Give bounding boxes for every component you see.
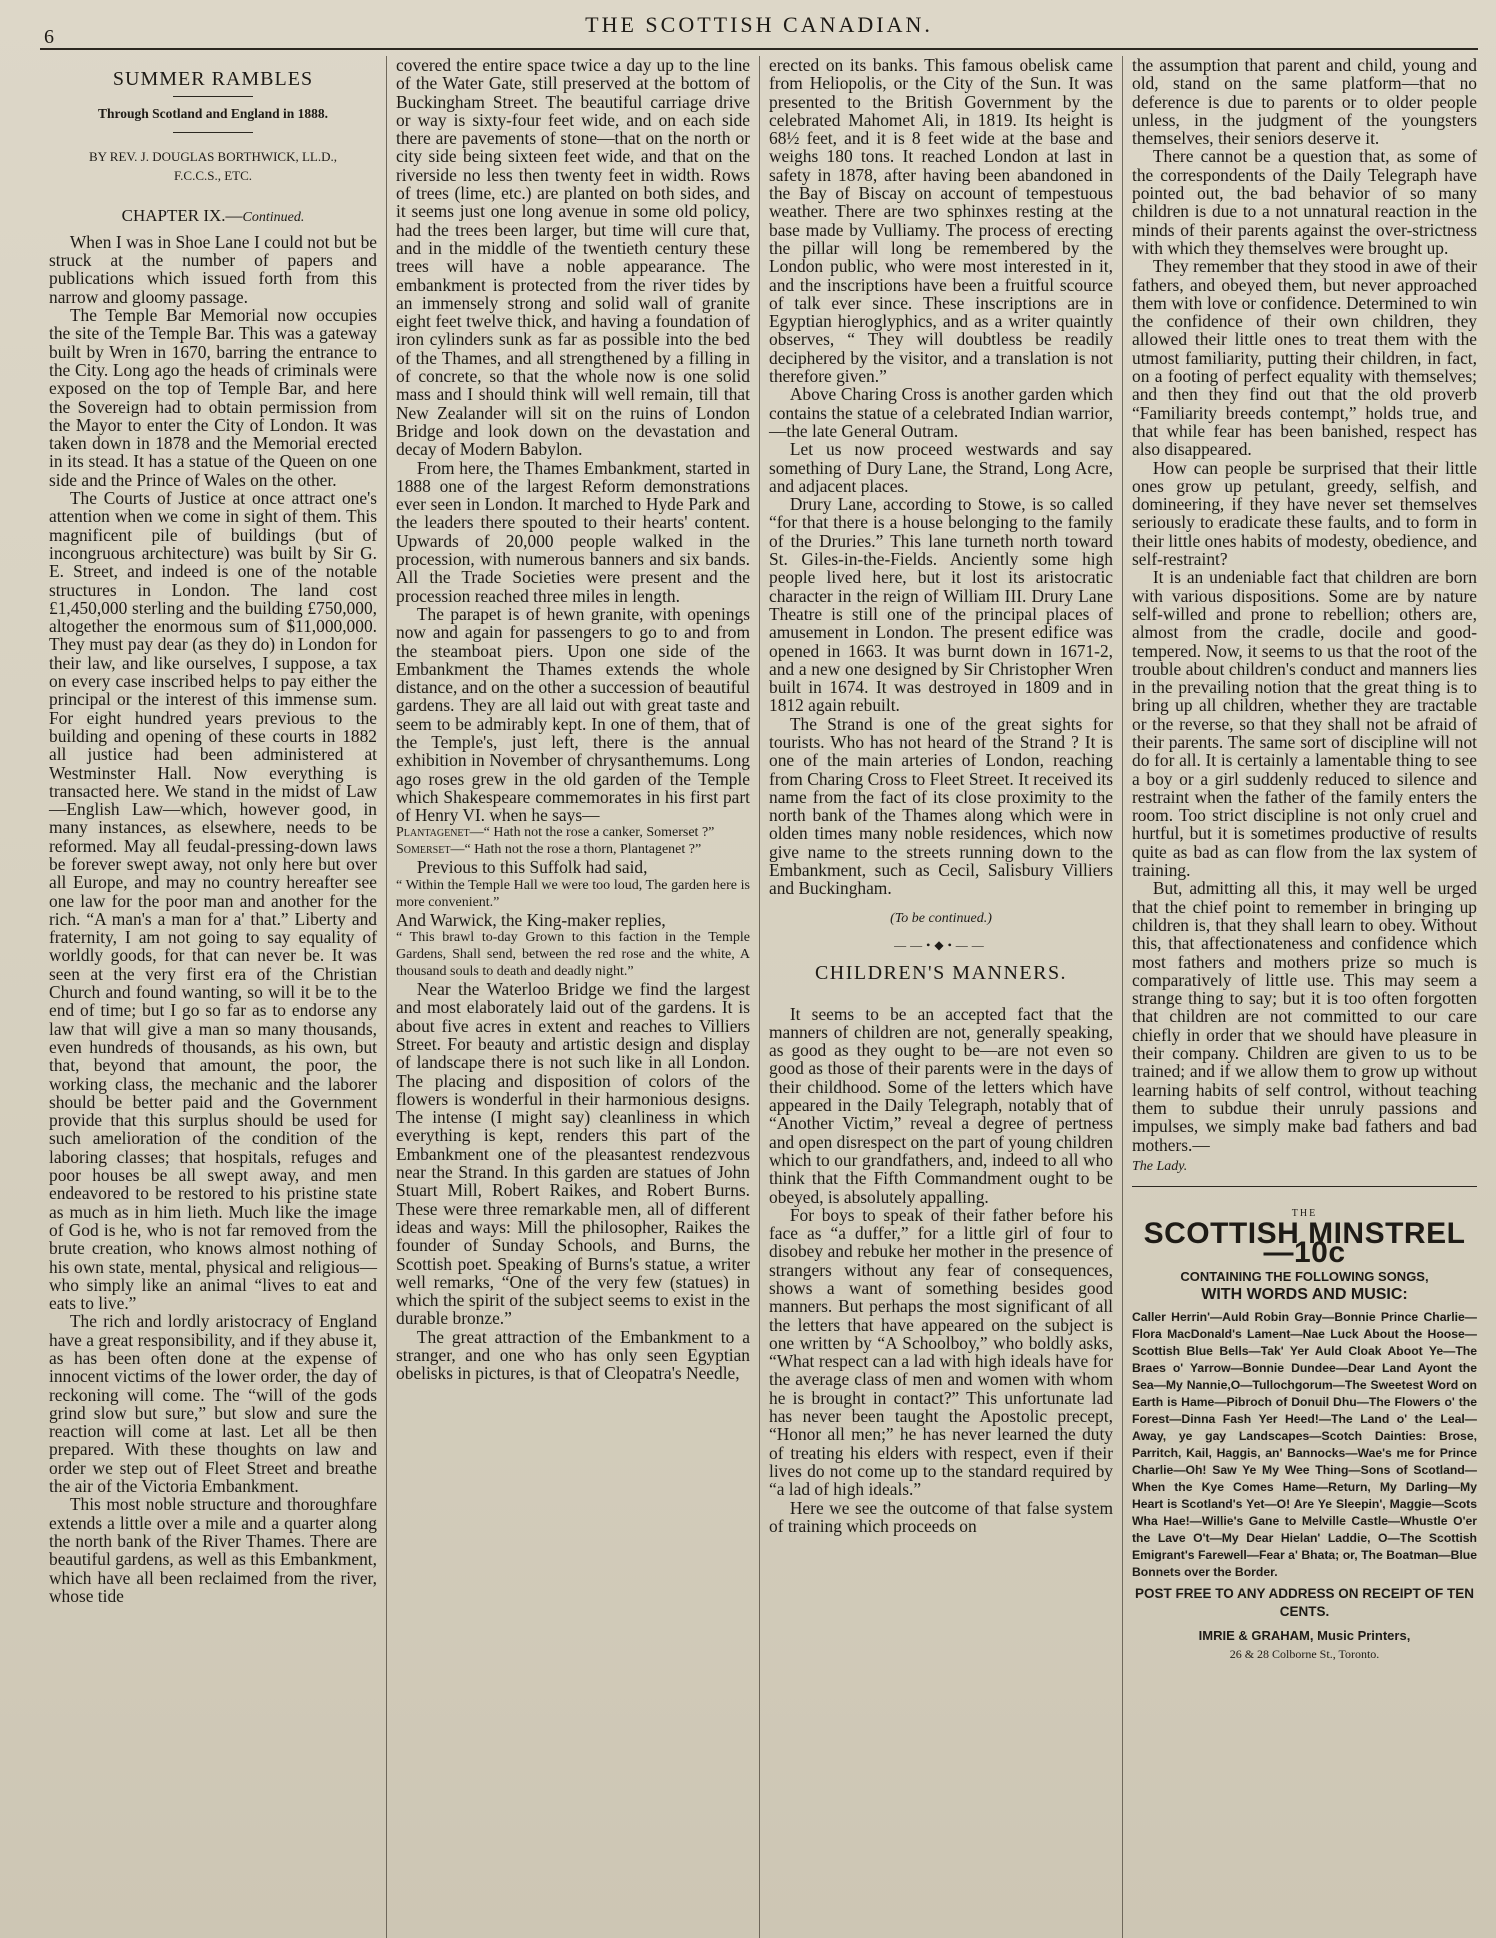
column-4 — [1123, 56, 1486, 1938]
paragraph: Let us now proceed westwards and say something of Dury Lane, the Strand, Long Acre, and adjacent places. — [769, 439, 1113, 496]
paragraph: The Strand is one of the great sights for tourists. Who has not heard of the Strand ? It is one of the main arteries of London, reaching from Charing Cross to Fleet Street. It received its name from the fact of its close proximity to the north bank of the Thames along which were in olden times many noble residences, which now give name to the streets running down to the Embankment, such as Cecil, Salisbury Villiers and Buckingham. — [769, 713, 1113, 899]
source-credit: The Lady. — [1132, 1158, 1188, 1174]
ad-address: 26 & 28 Colborne St., Toronto. — [1229, 1647, 1380, 1662]
column-2 — [387, 56, 760, 1938]
paragraph: How can people be surprised that their little ones grow up petulant, greedy, selfish, and domineering, if they have never set themselves seriously to eradicate these faults, and to form in their little ones habits of modesty, obedience, and self-restraint? — [1132, 457, 1477, 570]
speaker-name: Somerset — [396, 842, 451, 858]
masthead: THE SCOTTISH CANADIAN. — [585, 12, 933, 37]
speaker-name: Plantagenet — [396, 825, 470, 841]
paragraph: They remember that they stood in awe of their fathers, and obeyed them, but never approached them with love or confidence. Determined to win the confidence of their own children, they allowed their little ones to treat them with the utmost familiarity, putting their children, in fact, on a footing of perfect equality with themselves; and then they find out that the old proverb “Familiarity breeds contempt,” holds true, and that while fear has been banished, respect has also disappeared. — [1132, 256, 1477, 460]
paragraph: From here, the Thames Embankment, started in 1888 one of the largest Reform demonstrations ever seen in London. It marched to Hyde Park and the leaders there spouted to their hearts' content. Upwards of 20,000 people walked in the procession, with numerous banners and six bands. All the Trade Societies were present and the procession reached three miles in length. — [396, 457, 750, 606]
paragraph: Near the Waterloo Bridge we find the largest and most elaborately laid out of the gardens. It is about five acres in extent and reaches to Villiers Street. For beauty and artistic design and display of landscape there is not such like in all London. The placing and disposition of colors of the flowers is wonderful in their harmonious designs. The intense (I might say) cleanliness in which everything is kept, renders this part of the Embankment one of the pleasantest rendezvous near the Strand. In this garden are statues of John Stuart Mill, Robert Raikes, and Robert Burns. These were three remarkable men, all of different ideas and ways: Mill the philosopher, Raikes the founder of Sunday Schools, and Burns, the Scottish poet. Speaking of Burns's statue, a writer well remarks, “One of the very few (statues) in which the spirit of the subject seems to exist in the durable bronze.” — [396, 979, 750, 1329]
verse-quote: “ Within the Temple Hall we were too loud, The garden here is more convenient.” — [396, 877, 750, 910]
byline-name: BY REV. J. DOUGLAS BORTHWICK, LL.D., — [88, 148, 338, 164]
paragraph: The great attraction of the Embankment to a stranger, and one who has only seen Egyptian obelisks in pictures, is that of Cleopatra's Needle, — [396, 1326, 750, 1384]
paragraph: Previous to this Suffolk had said, — [416, 857, 648, 878]
chapter-note: Continued. — [242, 209, 305, 225]
ad-subtitle: CONTAINING THE FOLLOWING SONGS, — [1180, 1269, 1429, 1284]
verse-quote — [396, 841, 750, 858]
divider — [173, 96, 253, 97]
paragraph: The Temple Bar Memorial now occupies the site of the Temple Bar. This was a gateway built by Wren in 1670, barring the entrance to the City. Long ago the heads of criminals were exposed on the top of Temple Bar, and here the Sovereign had to obtain permission from the Mayor to enter the City of London. It was taken down in 1878 and the Memorial erected in its stead. It has a statue of the Queen on one side and the Prince of Wales on the other. — [49, 305, 377, 490]
paragraph: It seems to be an accepted fact that the manners of children are not, generally speaking, as good as they ought to be—are not even so good as those of their parents were in the days of their childhood. Some of the letters which have appeared in the Daily Telegraph, notably that of “Another Victim,” reveal a degree of pertness and open disrespect on the part of young children which to our grandfathers, and, indeed to all who think that the Fifth Commandment ought to be obeyed, is absolutely appalling. — [769, 1003, 1113, 1207]
verse-quote: “ This brawl to-day Grown to this faction in the Temple Gardens, Shall send, between the red rose and the white, A thousand souls to death and deadly night.” — [396, 930, 750, 980]
article-subtitle: Through Scotland and England in 1888. — [97, 106, 329, 122]
page-number: 6 — [44, 26, 54, 48]
ad-publisher: IMRIE & GRAHAM, Music Printers, — [1198, 1628, 1411, 1644]
ad-subtitle-2: WITH WORDS AND MUSIC: — [1201, 1286, 1408, 1304]
ornament-divider: ——•◆•—— — [894, 937, 988, 952]
divider — [173, 132, 253, 133]
column-3 — [760, 56, 1123, 1938]
column-1 — [40, 56, 387, 1938]
paragraph: Drury Lane, according to Stowe, is so called “for that there is a house belonging to the family of the Druries.” This lane turneth north toward St. Giles-in-the-Fields. Anciently some high people lived here, but it lost its aristocratic character in the reign of William III. Drury Lane Theatre is still one of the principal places of amusement in London. The present edifice was opened in 1663. It was burnt down in 1671-2, and a new one designed by Sir Christopher Wren built in 1674. It was destroyed in 1809 and in 1812 again rebuilt. — [769, 494, 1113, 716]
paragraph: Here we see the outcome of that false system of training which proceeds on — [769, 1497, 1113, 1536]
article-title: SUMMER RAMBLES — [112, 68, 314, 90]
ad-title: SCOTTISH MINSTREL—10c — [1143, 1217, 1466, 1269]
paragraph: Above Charing Cross is another garden which contains the statue of a celebrated Indian warrior,—the late General Outram. — [769, 384, 1113, 441]
paragraph: covered the entire space twice a day up to the line of the Water Gate, still preserved at the bottom of Buckingham Street. The beautiful carriage drive or way is sixty-four feet wide, and on each side there are pavements of stone—that on the north or city side being sixteen feet wide, and that on the riverside no less then twenty feet in width. Rows of trees (lime, etc.) are planted on both sides, and it seems just one long avenue in some old policy, had the trees been larger, but time will cure that, and in the middle of the twentieth century these trees will have a noble appearance. The embankment is protected from the river tides by an immensely strong and solid wall of granite eight feet twelve thick, and having a foundation of iron cylinders sunk as far as possible into the bed of the Thames, and all strengthened by a filling in of concrete, so that the whole now is one solid mass and I should think will well remain, till that New Zealander will sit on the ruins of London Bridge and look down on the devastation and decay of Modern Babylon. — [396, 56, 750, 460]
ad-song-list: Caller Herrin'—Auld Robin Gray—Bonnie Prince Charlie—Flora MacDonald's Lament—Nae Luck About the Hoose—Scottish Blue Bells—Tak' Yer Auld Cloak Aboot Ye—The Braes o' Yarrow—Bonnie Dundee—Dear Land Ayont the Sea—My Nannie,O—Tullochgorum—The Sweetest Word on Earth is Hame—Pibroch of Donuil Dhu—The Flowers o' the Forest—Dinna Fash Yer Heed!—The Land o' the Leal—Away, ye gay Landscapes—Scotch Dainties: Brose, Parritch, Kail, Haggis, an' Bannocks—Wae's me for Prince Charlie—Oh! Saw Ye My Wee Thing—Sons of Scotland—When the Kye Comes Hame—Return, My Darling—My Heart is Scotland's Yet—O! Are Ye Sleepin', Maggie—Scots Wha Hae!—Willie's Gane to Melville Castle—Whustle O'er the Lave O't—My Dear Hielan' Laddie, O—The Scottish Emigrant's Farewell—Fear a' Bhata; or, The Boatman—Blue Bonnets over the Border. — [1132, 1309, 1477, 1579]
chapter-label: CHAPTER IX.— — [121, 205, 243, 225]
paragraph: The parapet is of hewn granite, with openings now and again for passengers to go to and from the steamboat piers. Upon one side of the Embankment the Thames extends the whole distance, and on the other a succession of beautiful gardens. They are all laid out with great taste and seem to be admirably kept. In one of them, that of the Temple's, just left, there is the annual exhibition in November of chrysanthemums. Long ago roses grew in the old garden of the Temple which Shakespeare commemorates in his first part of Henry VI. when he says— — [396, 603, 750, 826]
paragraph: For boys to speak of their father before his face as “a duffer,” for a little girl of four to disobey and rebuke her mother in the presence of strangers without any fear of consequences, shows a want of something besides good manners. But perhaps the most significant of all the letters that have appeared on the subject is one written by “A Schoolboy,” who boldly asks, “What respect can a lad with high ideals have for the average class of men and women with whom he is brought in contact?” This unfortunate lad has never been taught the Apostolic precept, “Honor all men;” he has never learned the duty of treating his elders with respect, even if their lives do not come up to the standard required by “a lad of high ideals.” — [769, 1204, 1113, 1500]
paragraph: the assumption that parent and child, young and old, stand on the same platform—that no deference is due to parents or to older people unless, in the judgment of the youngsters themselves, their seniors deserve it. — [1132, 56, 1477, 149]
paragraph: The rich and lordly aristocracy of England have a great responsibility, and if they abuse it, as has been often done at the expense of innocent victims of the lower order, the day of reckoning will come. The “will of the gods grind slow but sure,” but slow and sure the reaction will come at last. Let all be then prepared. With these thoughts on law and order we step out of Fleet Street and breathe the air of the Victoria Embankment. — [49, 1311, 377, 1497]
paragraph: But, admitting all this, it may well be urged that the chief point to remember in bringing up children is, that they shall learn to obey. Without this, that affectionateness and confidence which most fathers and mothers prize so much is comparatively of little use. This may seem a strange thing to say; but it is too often forgotten that children are not committed to our care chiefly in order that we should have pleasure in their company. Children are given to us to be trained; and if we allow them to grow up without learning habits of self control, without teaching them to subdue their unruly passions and impulses, we simply make bad fathers and bad mothers.— — [1132, 878, 1477, 1155]
article-title: CHILDREN'S MANNERS. — [814, 962, 1068, 985]
ad-the: THE — [1291, 1208, 1318, 1220]
continued-note: (To be continued.) — [890, 910, 992, 926]
page-header — [40, 8, 1478, 50]
paragraph: erected on its banks. This famous obelisk came from Heliopolis, or the City of the Sun. It was presented to the British Government by the celebrated Mahomet Ali, in 1819. Its height is 68½ feet, and it is 8 feet wide at the base and weighs 180 tons. It reached London at last in safety in 1878, after having been abandoned in the Bay of Biscay on account of tempestuous weather. There are two sphinxes resting at the base made by Vulliamy. The process of erecting the pillar will long be remembered by the London public, who were most interested in it, and the inscriptions have been a fruitful scource of talk ever since. These inscriptions are in Egyptian hieroglyphics, and as a writer quaintly observes, “ They will doubtless be readily deciphered by the visitor, and a translation is not therefore given.” — [769, 56, 1113, 387]
paragraph: When I was in Shoe Lane I could not but be struck at the number of papers and publications which issued forth from this narrow and gloomy passage. — [49, 231, 377, 307]
paragraph: The Courts of Justice at once attract one's attention when we come in sight of them. This magnificent pile of buildings (but of incongruous architecture) was built by Sir G. E. Street, and indeed is one of the notable structures in London. The land cost £1,450,000 sterling and the building £750,000, altogether the enormous sum of $11,000,000. They must pay dear (as they do) in London for their law, and like ourselves, I suppose, a tax on every case inscribed helps to pay either the principal or the interest of this immense sum. For eight hundred years previous to the building and opening of these courts in 1882 all justice had been administered at Westminster Hall. Now everything is transacted here. We stand in the midst of Law—English Law—which, however good, in many instances, as elsewhere, needs to be reformed. May all feudal-pressing-down laws be forever swept away, not only here but over all Europe, and may no country hereafter see one law for the poor man and another for the rich. “A man's a man for a' that.” Liberty and fraternity, I am not going to say equality of worldly goods, for that can never be. It was seen at the very first era of the Christian Church and found wanting, so will it be to the end of time; but I go so far as to endorse any law that will give a man so many thousands, even hundreds of thousands, as his own, but that, beyond that amount, the poor, the working class, the mechanic and the laborer should be better paid and the Government provide that this surplus should be used for such amelioration of the condition of the laboring classes; that hospitals, refuges and poor houses be all swept away, and men endeavored to be restored to his pristine state as much as in him lieth. Much like the image of God is he, who is not far removed from the brute creation, who knows almost nothing of his own state, mental, physical and religious—who simply like an animal “lives to eat and eats to live.” — [49, 488, 377, 1314]
paragraph: It is an undeniable fact that children are born with various dispositions. Some are by nature self-willed and prone to rebellion; others are, almost from the cradle, docile and good-tempered. Now, it seems to us that the root of the trouble about children's conduct and manners lies in the prevailing notion that the great thing is to bring up all children, whether they are tractable or the reverse, so that they shall not be afraid of their parents. The same sort of discipline will not do for all. It is certainly a lamentable thing to see a boy or a girl suddenly reduced to silence and restraint when the father of the family enters the room. Too strict discipline is not only cruel and hurtful, but it is sometimes productive of results quite as bad as can flow from the lax system of training. — [1132, 567, 1477, 881]
paragraph: There cannot be a question that, as some of the correspondents of the Daily Telegraph have pointed out, the bad behavior of so many children is due to a not unnatural reaction in the minds of their parents against the over-strictness with which they themselves were brought up. — [1132, 146, 1477, 258]
verse-line: —“ Hath not the rose a canker, Somerset ?” — [469, 825, 715, 841]
chapter-heading — [49, 207, 377, 227]
verse-quote — [396, 824, 750, 841]
paragraph: And Warwick, the King-maker replies, — [396, 909, 666, 930]
advertisement — [1132, 1186, 1477, 1664]
verse-line: —“ Hath not the rose a thorn, Plantagenet ?” — [450, 842, 702, 858]
byline — [49, 147, 377, 185]
paragraph: This most noble structure and thoroughfare extends a little over a mile and a quarter along the north bank of the River Thames. There are beautiful gardens, as well as this Embankment, which have all been reclaimed from the river, whose tide — [49, 1494, 377, 1606]
ad-post-free: POST FREE TO ANY ADDRESS ON RECEIPT OF TEN CENTS. — [1134, 1585, 1475, 1619]
columns — [40, 56, 1478, 1938]
byline-credentials: F.C.C.S., ETC. — [173, 167, 253, 183]
